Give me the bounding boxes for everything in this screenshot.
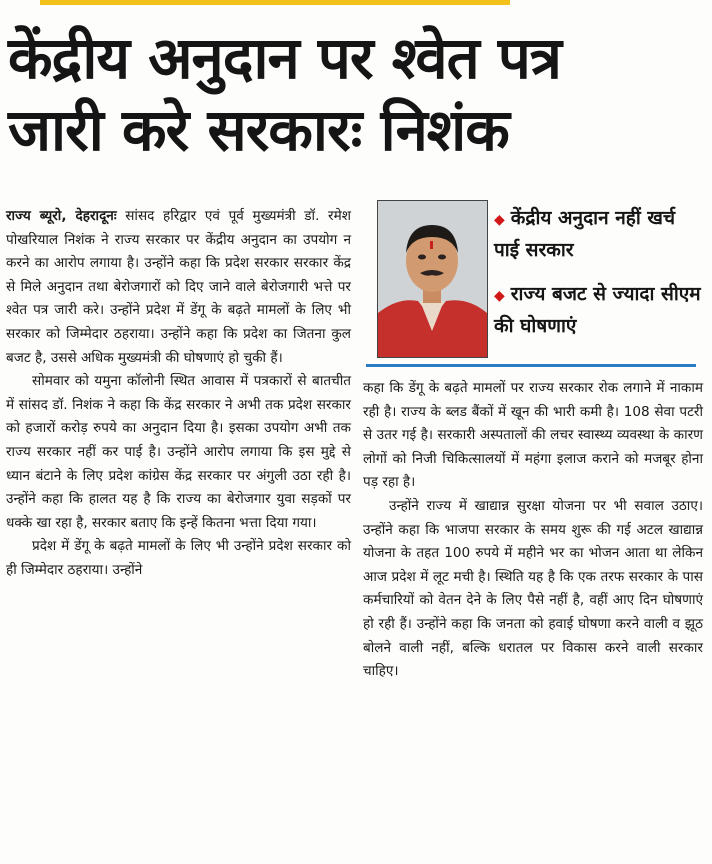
highlight-item: ◆ केंद्रीय अनुदान नहीं खर्च पाई सरकार: [494, 207, 676, 261]
right-column: [363, 377, 703, 684]
headline: [8, 22, 704, 166]
diamond-bullet-icon: ◆: [494, 288, 505, 304]
paragraph-2: सोमवार को यमुना कॉलोनी स्थित आवास में पत्रकारों से बातचीत में सांसद डॉ. निशंक ने कहा कि केंद्र सरकार ने अभी तक प्रदेश सरकार को हजारों करोड़ रुपये का अनुदान दिया है। इसका उपयोग अभी तक राज्य सरकार नहीं कर पाई है। उन्होंने आरोप लगाया कि इस मुद्दे से ध्यान बंटाने के लिए प्रदेश कांग्रेस केंद्र सरकार पर अंगुली उठा रही है। उन्होंने कहा कि हालत यह है कि राज्य का बेरोजगार युवा सड़कों पर धक्के खा रहा है, सरकार बताए कि इन्हें कितना भत्ता दिया गया।: [6, 373, 351, 531]
diamond-bullet-icon: ◆: [494, 212, 505, 228]
left-column: [6, 205, 351, 583]
highlights-box: [494, 203, 706, 355]
paragraph-5: उन्होंने राज्य में खाद्यान्न सुरक्षा योजना पर भी सवाल उठाए। उन्होंने कहा कि भाजपा सरकार के समय शुरू की गई अटल खाद्यान्न योजना के तहत 100 रुपये में महीने भर का भोजन आता था लेकिन आज प्रदेश में लूट मची है। स्थिति यह है कि एक तरफ सरकार के पास कर्मचारियों को वेतन देने के लिए पैसे नहीं है, वहीं आए दिन घोषणाएं हो रही हैं। उन्होंने कहा कि जनता को हवाई घोषणा करने वाली व झूठ बोलने वाली नहीं, बल्कि धरातल पर विकास करने वाली सरकार चाहिए।: [363, 497, 703, 680]
headline-line-1: केंद्रीय अनुदान पर श्वेत पत्र: [8, 24, 561, 92]
paragraph-4: कहा कि डेंगू के बढ़ते मामलों पर राज्य सरकार रोक लगाने में नाकाम रही है। राज्य के ब्लड बैंकों में खून की भारी कमी है। 108 सेवा पटरी से उतर गई है। सरकारी अस्पतालों की लचर स्वास्थ्य व्यवस्था के कारण लोगों को निजी चिकित्सालयों में महंगा इलाज कराने को मजबूर होना पड़ रहा है।: [363, 380, 703, 491]
portrait-photo: [377, 200, 488, 358]
portrait-image: [378, 201, 487, 357]
highlight-item: ◆ राज्य बजट से ज्यादा सीएम की घोषणाएं: [494, 283, 701, 337]
section-divider: [366, 364, 696, 367]
byline: राज्य ब्यूरो, देहरादूनः: [6, 208, 117, 224]
paragraph-3: प्रदेश में डेंगू के बढ़ते मामलों के लिए भी उन्होंने प्रदेश सरकार को ही जिम्मेदार ठहराया। उन्होंने: [6, 538, 351, 578]
paragraph-1: [6, 205, 351, 370]
paragraph-1-text: सांसद हरिद्वार एवं पूर्व मुख्यमंत्री डॉ. रमेश पोखरियाल निशंक ने राज्य सरकार पर केंद्रीय अनुदान का उपयोग न करने का आरोप लगाया है। उन्होंने कहा कि प्रदेश सरकार सरकार केंद्र से मिले अनुदान तथा बेरोजगारों को दिए जाने वाले बेरोजगारी भत्ते पर श्वेत पत्र जारी करे। उन्होंने प्रदेश में डेंगू के बढ़ते मामलों के लिए भी सरकार को जिम्मेदार ठहराया। उन्होंने कहा कि प्रदेश का जितना कुल बजट है, उससे अधिक मुख्यमंत्री की घोषणाएं हो चुकी हैं।: [6, 208, 351, 366]
headline-line-2: जारी करे सरकारः निशंक: [8, 96, 509, 164]
top-accent-bar: [40, 0, 510, 5]
